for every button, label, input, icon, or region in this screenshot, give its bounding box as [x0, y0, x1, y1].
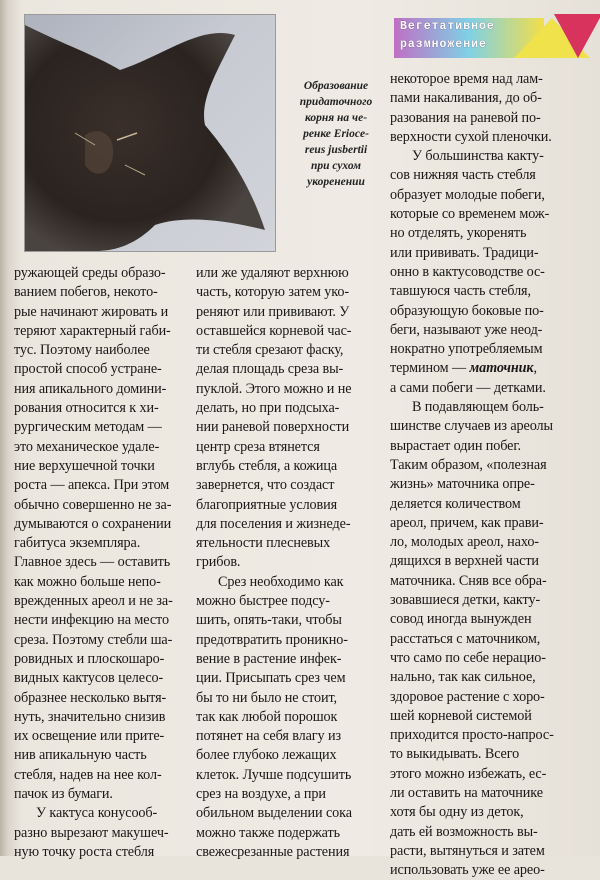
- text-line: пами накаливания, до об-: [390, 90, 542, 107]
- text-line: потянет на себя влагу из: [196, 728, 341, 745]
- text-line: простой способ устране-: [14, 361, 162, 378]
- text-line: ятельности плесневых: [196, 535, 331, 552]
- text-line: здоровое растение с хоро-: [390, 688, 545, 705]
- text-line: то выкидывать. Всего: [390, 746, 520, 763]
- text-line: нив апикальную часть: [14, 747, 147, 764]
- text-line: приходится просто-напрос-: [390, 727, 554, 744]
- text-line: нии раневой поверхности: [196, 419, 350, 436]
- cactus-photo: [24, 14, 276, 252]
- text-line: деляется количеством: [390, 495, 521, 512]
- text-line: шей корневой системой: [390, 707, 532, 724]
- text-line: ровидных и плоскошаро-: [14, 650, 165, 667]
- text-line: рования относится к хи-: [14, 400, 159, 417]
- photo-caption: [288, 78, 384, 190]
- text-line: В подавляющем боль-: [412, 399, 544, 416]
- text-line: ции. Присыпать срез чем: [196, 670, 346, 687]
- text-line: ванием побегов, некото-: [14, 284, 158, 301]
- text-line: маточника. Сняв все обра-: [390, 572, 547, 589]
- text-line: совод иногда вынужден: [390, 611, 532, 628]
- text-line: беги, называют уже неод-: [390, 321, 543, 338]
- text-line: свежесрезанные растения: [196, 843, 350, 860]
- text-line: грибов.: [196, 554, 241, 571]
- text-line: видных кактусов целесо-: [14, 670, 164, 687]
- text-line: думываются о сохранении: [14, 515, 172, 532]
- text-line: нократно употребляемым: [390, 341, 543, 358]
- text-line: делая площадь среза вы-: [196, 361, 344, 378]
- text-line: вглубь стебля, а кожица: [196, 457, 338, 474]
- term-punct: ,: [533, 360, 537, 377]
- text-line: но отделять, укоренять: [390, 225, 527, 242]
- banner-triangle-red: [554, 14, 600, 58]
- caption-line: reus jusbertii: [304, 144, 368, 156]
- text-line: их освещение или прите-: [14, 728, 165, 745]
- text-line: врежденных ареол и не за-: [14, 593, 173, 610]
- text-line: Срез необходимо как: [218, 573, 344, 590]
- text-line: ли оставить на маточнике: [390, 784, 543, 801]
- text-line: можно также подержать: [196, 824, 340, 841]
- text-line: благоприятные условия: [196, 496, 338, 513]
- text-line: онно в кактусоводстве ос-: [390, 263, 545, 280]
- text-line: Главное здесь — оставить: [14, 554, 171, 571]
- text-line: а сами побеги — детками.: [390, 379, 546, 396]
- text-line: оставшейся корневой час-: [196, 322, 352, 339]
- text-column-1: [14, 264, 173, 862]
- term-lead: термином —: [390, 360, 470, 377]
- caption-line: при сухом: [310, 160, 362, 172]
- text-line: делать, но при подсыха-: [196, 400, 340, 417]
- text-line: нести инфекцию на место: [14, 612, 169, 629]
- text-line: обычно совершенно не за-: [14, 496, 172, 513]
- text-line: вение в растение инфек-: [196, 650, 342, 667]
- text-line: использовать уже ее арео-: [390, 862, 545, 879]
- text-line: для поселения и жизнеде-: [196, 515, 351, 532]
- text-line: расти, вытянуться и затем: [390, 842, 545, 859]
- text-line: ло, молодых ареол, нахо-: [390, 534, 539, 551]
- text-line: расстаться с маточником,: [390, 630, 541, 647]
- text-line: нуть, значительно снизив: [14, 708, 166, 725]
- text-line: как можно больше непо-: [14, 573, 161, 590]
- text-line: предотвратить проникно-: [196, 631, 348, 648]
- text-line: более глубоко лежащих: [196, 747, 337, 764]
- text-line: этого можно избежать, ес-: [390, 765, 547, 782]
- text-line: реняют или прививают. У: [196, 303, 350, 320]
- text-line: рые начинают жировать и: [14, 303, 169, 320]
- text-line: так как любой порошок: [196, 708, 338, 725]
- caption-line: Образование: [303, 80, 369, 92]
- text-line: зовавшиеся детки, какту-: [390, 592, 541, 609]
- text-line: обильном выделении сока: [196, 805, 352, 822]
- text-line: Таким образом, «полезная: [390, 456, 547, 473]
- text-line: или же удаляют верхнюю: [196, 265, 349, 281]
- text-line: некоторое время над лам-: [390, 71, 543, 87]
- text-line: шинстве случаев из ареолы: [390, 418, 553, 435]
- text-line: верхности сухой пленочки.: [390, 128, 552, 145]
- section-banner: [394, 14, 600, 60]
- text-line: дящихся в верхней части: [390, 553, 539, 570]
- text-line: У кактуса конусооб-: [36, 805, 158, 822]
- text-line: это механическое удале-: [14, 438, 160, 455]
- text-line: роста — апекса. При этом: [14, 477, 170, 494]
- text-column-2: [196, 264, 352, 862]
- text-line: ти стебля срезают фаску,: [196, 342, 344, 359]
- text-line: часть, которую затем уко-: [196, 284, 349, 301]
- text-line: клеток. Лучше подсушить: [196, 766, 352, 783]
- text-line: габитуса экземпляра.: [14, 535, 141, 552]
- text-line: стебля, надев на нее кол-: [14, 766, 162, 783]
- text-line: вырастает один побег.: [390, 437, 521, 454]
- banner-line-2: размножение: [400, 38, 487, 51]
- text-line: бы то ни было не стоит,: [196, 689, 337, 706]
- text-line: тус. Поэтому наиболее: [14, 342, 150, 359]
- text-line: разования на раневой по-: [390, 109, 541, 126]
- cactus-cutting-image: [25, 15, 275, 251]
- term-highlight: маточник: [469, 360, 534, 377]
- text-line: ния апикального домини-: [14, 380, 167, 397]
- caption-line: укоренении: [307, 176, 365, 188]
- text-line: среза. Поэтому стебли ша-: [14, 631, 173, 648]
- text-line: рургическим методам —: [14, 419, 162, 436]
- text-line: образующую боковые по-: [390, 302, 544, 319]
- banner-line-1: Вегетативное: [400, 20, 495, 33]
- text-line: разно вырезают макушеч-: [14, 824, 169, 841]
- text-line: сов нижняя часть стебля: [390, 167, 536, 184]
- text-line: образнее несколько вытя-: [14, 689, 167, 706]
- caption-line: придаточного: [299, 96, 373, 108]
- caption-line: ренке Erioce-: [303, 128, 369, 140]
- text-line: срез на воздухе, а при: [196, 786, 326, 803]
- text-line: дать ей возможность вы-: [390, 823, 538, 840]
- text-line: можно быстрее подсу-: [196, 593, 330, 610]
- text-line: тавшуюся часть стебля,: [390, 283, 531, 300]
- text-line: шить, опять-таки, чтобы: [196, 612, 342, 629]
- text-line: пачок из бумаги.: [14, 786, 113, 803]
- text-line: ние верхушечной точки: [14, 457, 155, 474]
- text-line: нально, так как сильное,: [390, 669, 536, 686]
- text-line: которые со временем мож-: [390, 206, 550, 223]
- text-line: ружающей среды образо-: [14, 265, 166, 281]
- text-line: или прививать. Традици-: [390, 244, 539, 261]
- text-line: ную точку роста стебля: [14, 843, 155, 860]
- caption-line: корня на че-: [304, 112, 368, 124]
- text-line: ареол, причем, как прави-: [390, 514, 544, 531]
- text-line: жизнь» маточника опре-: [390, 476, 535, 493]
- text-line: [390, 359, 554, 378]
- text-line: центр среза втянется: [196, 438, 320, 455]
- text-line: завернется, что создаст: [196, 477, 335, 494]
- text-line: образует молодые побеги,: [390, 186, 545, 203]
- text-line: теряют характерный габи-: [14, 322, 171, 339]
- text-line: У большинства какту-: [412, 148, 544, 165]
- text-line: хотя бы одну из деток,: [390, 804, 524, 821]
- text-line: пуклой. Этого можно и не: [196, 380, 352, 397]
- text-line: что само по себе нерацио-: [390, 649, 546, 666]
- text-column-3: [390, 70, 554, 880]
